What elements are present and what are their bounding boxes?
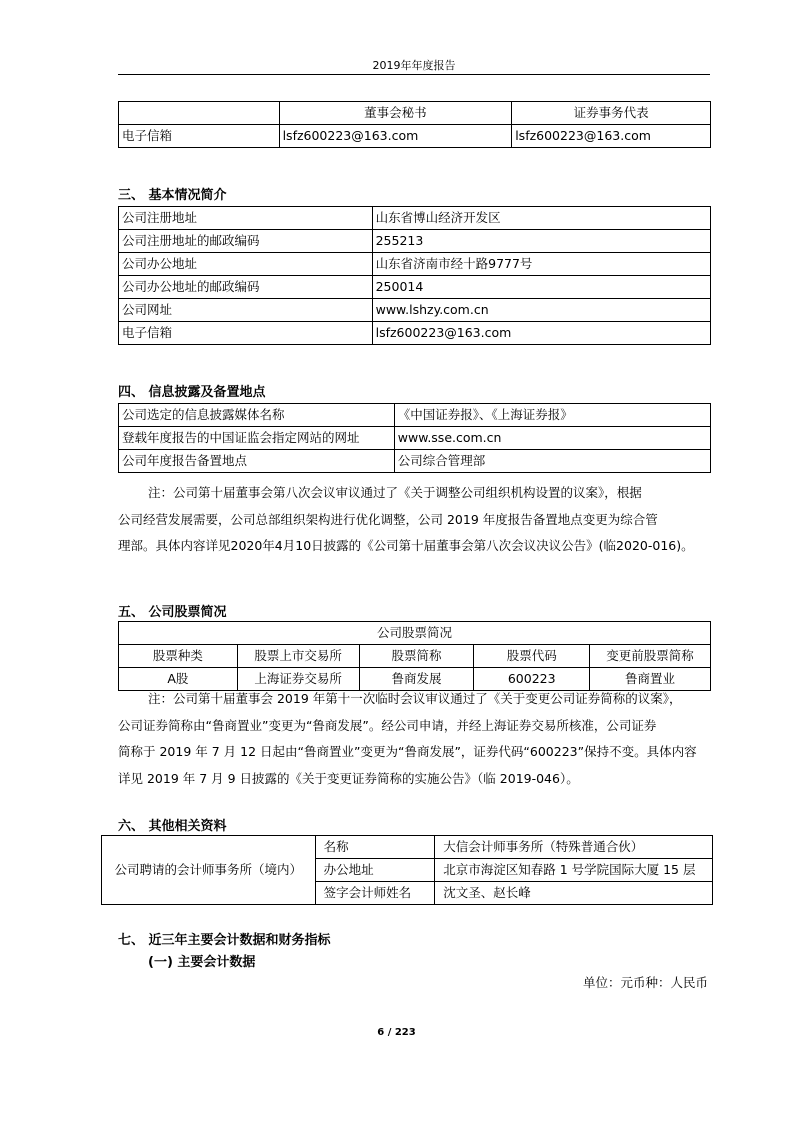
table-cell: 公司聘请的会计师事务所（境内） (102, 836, 316, 905)
table-header-cell: 变更前股票简称 (590, 645, 711, 668)
table-cell: 大信会计师事务所（特殊普通合伙） (435, 836, 713, 859)
accountant-table (101, 835, 713, 905)
table-row (119, 125, 711, 148)
table-cell: 办公地址 (315, 859, 435, 882)
basic-info-table (118, 206, 711, 345)
table-cell: 公司办公地址 (119, 253, 373, 276)
header-rule (118, 74, 710, 75)
table-cell: 250014 (372, 276, 710, 299)
table-cell: A股 (119, 668, 238, 691)
table-header-cell: 股票上市交易所 (237, 645, 359, 668)
note-line: 注：公司第十届董事会第八次会议审议通过了《关于调整公司组织机构设置的议案》，根据 (148, 485, 642, 500)
section-heading: 七、 近三年主要会计数据和财务指标 (118, 933, 331, 948)
table-row (119, 253, 711, 276)
table-header-cell: 董事会秘书 (279, 102, 512, 125)
disclosure-note (118, 480, 713, 560)
table-cell: www.sse.com.cn (394, 427, 710, 450)
table-cell: 上海证券交易所 (237, 668, 359, 691)
table-row (119, 102, 711, 125)
table-cell: lsfz600223@163.com (279, 125, 512, 148)
table-cell: 签字会计师姓名 (315, 882, 435, 905)
section-heading: 三、 基本情况简介 (118, 188, 227, 203)
table-cell: lsfz600223@163.com (372, 322, 710, 345)
section-heading: 五、 公司股票简况 (118, 605, 227, 620)
table-cell: lsfz600223@163.com (512, 125, 711, 148)
table-cell: 公司选定的信息披露媒体名称 (119, 404, 395, 427)
section-heading: 六、 其他相关资料 (118, 819, 227, 834)
table-row (102, 836, 713, 859)
table-row (119, 427, 711, 450)
table-cell: 名称 (315, 836, 435, 859)
stock-note (118, 686, 713, 792)
table-cell: 电子信箱 (119, 322, 373, 345)
table-cell: 鲁商置业 (590, 668, 711, 691)
table-cell: 山东省济南市经十路9777号 (372, 253, 710, 276)
table-row (119, 230, 711, 253)
stock-table (118, 621, 711, 691)
table-cell: 《中国证券报》、《上海证券报》 (394, 404, 710, 427)
table-header-cell: 证券事务代表 (512, 102, 711, 125)
table-row (119, 276, 711, 299)
table-cell: 公司综合管理部 (394, 450, 710, 473)
table-cell: 登载年度报告的中国证监会指定网站的网址 (119, 427, 395, 450)
table-row (119, 622, 711, 645)
table-header-cell: 股票种类 (119, 645, 238, 668)
table-cell (119, 102, 280, 125)
table-cell: 山东省博山经济开发区 (372, 207, 710, 230)
table-row (119, 404, 711, 427)
note-line: 公司经营发展需要，公司总部组织架构进行优化调整，公司 2019 年度报告备置地点变更为综合管 (118, 511, 658, 527)
section-heading: 四、 信息披露及备置地点 (118, 385, 266, 400)
unit-label: 单位：元币种：人民币 (582, 975, 708, 990)
note-line: 公司证券简称由“鲁商置业”变更为“鲁商发展”。经公司申请，并经上海证券交易所核准，公司证券 (118, 717, 657, 733)
table-cell: www.lshzy.com.cn (372, 299, 710, 322)
table-row (119, 322, 711, 345)
table-cell: 鲁商发展 (359, 668, 474, 691)
table-row (119, 299, 711, 322)
table-cell: 电子信箱 (119, 125, 280, 148)
table-header-cell: 股票代码 (474, 645, 590, 668)
table-header-cell: 股票简称 (359, 645, 474, 668)
contact-table (118, 101, 711, 148)
note-line: 简称于 2019 年 7 月 12 日起由“鲁商置业”变更为“鲁商发展”，证券代码“600223”保持不变。具体内容 (118, 744, 697, 759)
note-line: 详见 2019 年 7 月 9 日披露的《关于变更证券简称的实施公告》（临 2019-046）。 (118, 770, 579, 786)
table-title-cell: 公司股票简况 (119, 622, 711, 645)
page-header: 2019年年度报告 (372, 59, 456, 72)
table-row (119, 645, 711, 668)
note-line: 理部。具体内容详见2020年4月10日披露的《公司第十届董事会第八次会议决议公告》(临2020-016)。 (118, 538, 694, 553)
table-cell: 北京市海淀区知春路 1 号学院国际大厦 15 层 (435, 859, 713, 882)
table-row (119, 207, 711, 230)
table-cell: 255213 (372, 230, 710, 253)
table-cell: 公司注册地址的邮政编码 (119, 230, 373, 253)
note-line: 注：公司第十届董事会 2019 年第十一次临时会议审议通过了《关于变更公司证券简称的议案》， (148, 691, 682, 706)
table-cell: 600223 (474, 668, 590, 691)
table-cell: 沈文圣、赵长峰 (435, 882, 713, 905)
table-cell: 公司办公地址的邮政编码 (119, 276, 373, 299)
page-number: 6 / 223 (377, 1027, 416, 1038)
disclosure-table (118, 403, 711, 473)
table-row (119, 450, 711, 473)
table-cell: 公司网址 (119, 299, 373, 322)
table-cell: 公司注册地址 (119, 207, 373, 230)
table-cell: 公司年度报告备置地点 (119, 450, 395, 473)
section-subheading: (一) 主要会计数据 (148, 955, 256, 970)
